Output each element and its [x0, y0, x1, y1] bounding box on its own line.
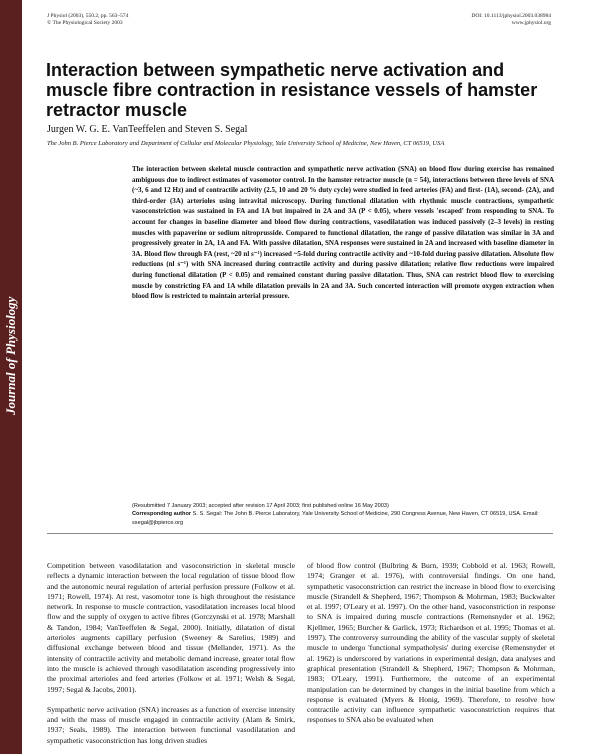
- correspondence-block: [132, 510, 554, 527]
- author-affiliation: The John B. Pierce Laboratory and Department of Cellular and Molecular Physiology, Yale University School of Medicine, New Haven, CT 06519, USA: [47, 140, 445, 147]
- body-paragraph: Competition between vasodilatation and vasoconstriction in skeletal muscle reflects a dynamic interaction between the local regulation of tissue blood flow and the autonomic neural regulation of arterial perfusion pressure (Folkow et al. 1971; Rowell, 1974). At rest, vasomotor tone is high throughout the resistance network. In response to muscle contraction, vasodilatation increases local blood flow and the supply of oxygen to active fibres (Gorczynski et al. 1978; Marshall & Tandon, 1984; VanTeeffelen & Segal, 2000). Initially, dilatation of distal arterioles augments capillary perfusion (Sweeney & Sarelius, 1989) and diffusional exchange between blood and tissue (Mellander, 1971). As the intensity of contractile activity and metabolic demand increase, greater total flow into the muscle is achieved through vasodilatation ascending progressively into the proximal arterioles and feed arteries (Folkow et al. 1971; Welsh & Segal, 1997; Segal & Jacobs, 2001).: [47, 561, 295, 694]
- article-title: Interaction between sympathetic nerve activation and muscle fibre contraction in resistance vessels of hamster retractor muscle: [46, 60, 538, 120]
- correspondence-label: Corresponding author: [132, 511, 192, 518]
- abstract: The interaction between skeletal muscle contraction and sympathetic nerve activation (SNA) on blood flow during exercise has remained ambiguous due to indirect estimates of vasomotor control. In the hamster retractor muscle (n = 54), interactions between three levels of SNA (~3, 6 and 12 Hz) and of contractile activity (2.5, 10 and 20 % duty cycle) were studied in feed arteries (FA) and first- (1A), second- (2A), and third-order (3A) arterioles using intravital microscopy. During functional dilatation with rhythmic muscle contractions, sympathetic vasoconstriction was sustained in FA and 1A but impaired in 2A and 3A (P < 0.05), where vessels 'escaped' from responding to SNA. To account for changes in baseline diameter and blood flow during contractions, vasodilatation was induced passively (2–3 levels) in resting muscles with papaverine or sodium nitroprusside. Compared to functional dilatation, the range of passive dilatation was similar in 3A and progressively greater in 2A, 1A and FA. With passive dilatation, SNA responses were sustained in 2A and increased with baseline diameter in 3A. Blood flow through FA (rest, ~20 nl s⁻¹) increased ~5-fold during contractile activity and ~10-fold during passive dilatation. Absolute flow reductions (nl s⁻¹) with SNA increased during contractile activity and during passive dilatation; relative flow reductions were impaired during functional dilatation (P < 0.05) and remained constant during passive dilatation. Thus, SNA can restrict blood flow to exercising muscle by constricting FA and 1A while dilatation prevails in 2A and 3A. Such concerted interaction will promote oxygen extraction when blood flow is restricted to maintain arterial pressure.: [132, 165, 554, 301]
- section-divider: [47, 533, 553, 534]
- journal-sidebar-label: Journal of Physiology: [3, 296, 18, 415]
- copyright: © The Physiological Society 2003: [47, 20, 123, 26]
- journal-url[interactable]: www.jphysiol.org: [511, 20, 551, 26]
- journal-sidebar: [0, 0, 22, 754]
- article-authors: Jurgen W. G. E. VanTeeffelen and Steven S. Segal: [47, 124, 248, 135]
- header-left: [47, 13, 128, 27]
- body-paragraph: Sympathetic nerve activation (SNA) increases as a function of exercise intensity and with the mass of muscle engaged in contractile activity (Alam & Smirk, 1937; Seals, 1989). The interaction between functional vasodilatation and sympathetic vasoconstriction has long driven studies: [47, 704, 295, 745]
- publication-history: [132, 502, 554, 527]
- body-column-left: [47, 561, 295, 756]
- received-dates: (Resubmitted 7 January 2003; accepted after revision 17 April 2003; first published online 16 May 2003): [132, 503, 389, 509]
- citation: J Physiol (2003), 550.2, pp. 563–574: [47, 13, 129, 19]
- header-right: [471, 13, 551, 27]
- correspondence-text: S. S. Segal: The John B. Pierce Laboratory, Yale University School of Medicine, 290 Congress Avenue, New Haven, CT 06519, USA. Email: ssegal@jbpierce.org: [132, 511, 539, 526]
- doi: DOI: 10.1113/jphysiol.2003.038984: [471, 13, 551, 19]
- body-paragraph: of blood flow control (Bulbring & Burn, 1939; Cobbold et al. 1963; Rowell, 1974; Granger et al. 1976), with controversial findings. On one hand, sympathetic vasoconstriction can restrict the increase in blood flow to exercising muscle (Strandell & Shepherd, 1967; Thompson & Mohrman, 1983; Buckwalter et al. 1997; O'Leary et al. 1997). On the other hand, vasoconstriction in response to SNA is impaired during muscle contractions (Remensnyder et al. 1962; Kjellmer, 1965; Burcher & Garlick, 1973; Richardson et al. 1995; Thomas et al. 1997). The controversy surrounding the ability of the vascular supply of skeletal muscle to undergo 'functional sympatholysis' during exercise (Remensnyder et al. 1962) is underscored by variations in experimental design, data analyses and graphical presentation (Strandell & Shepherd, 1967; Thompson & Mohrman, 1983; O'Leary, 1991). Furthermore, the outcome of an experimental manipulation can be determined by changes in the initial baseline from which a response is evaluated (Myers & Honig, 1969). Therefore, to resolve how contractile activity can influence sympathetic vasoconstriction requires that responses to SNA also be evaluated when: [307, 561, 555, 725]
- body-column-right: [307, 561, 555, 736]
